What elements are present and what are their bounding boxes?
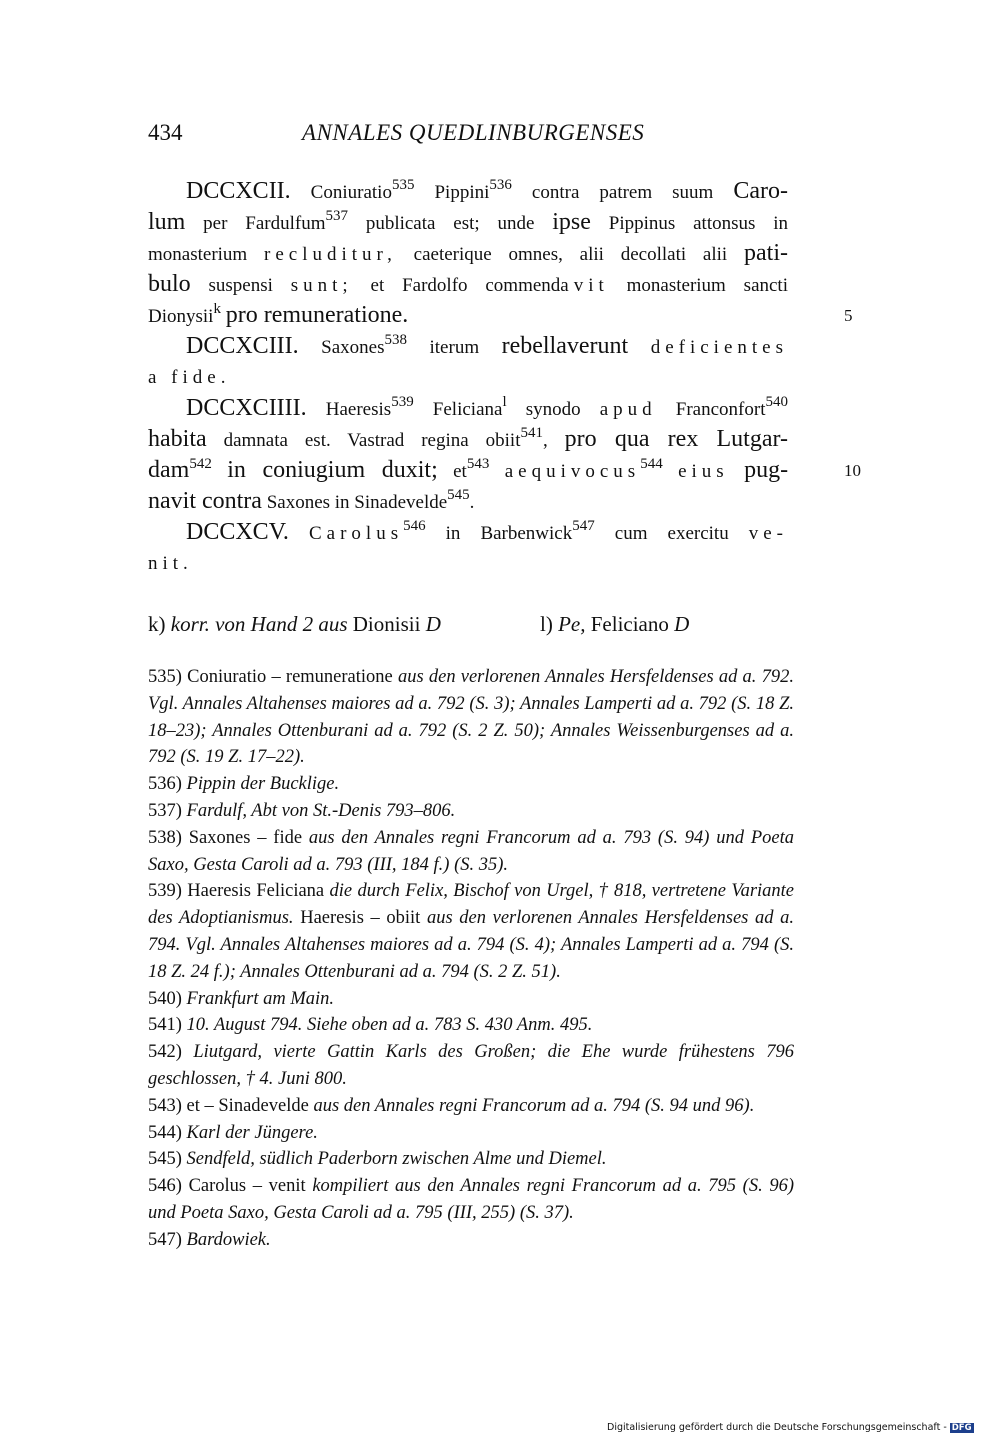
- footnote-546: 546) Carolus – venit kompiliert aus den Annales regni Francorum ad a. 795 (S. 96) und Poeta Saxo, Gesta Caroli ad a. 795 (III, 255) (S. 37).: [148, 1176, 794, 1223]
- footnote-540: 540) Frankfurt am Main.: [148, 988, 335, 1009]
- text-line: nit.: [148, 553, 193, 574]
- text-line: bulo suspensi sunt; et Fardolfo commendavit monasterium sancti: [148, 271, 788, 297]
- footnote-538: 538) Saxones – fide aus den Annales regni Francorum ad a. 793 (S. 94) und Poeta Saxo, Gesta Caroli ad a. 793 (III, 184 f.) (S. 35).: [148, 827, 794, 875]
- footnote-537: 537) Fardulf, Abt von St.-Denis 793–806.: [148, 800, 456, 821]
- text-line: DCCXCIIII. Haeresis$^{539}$ Feliciana$^l$ synodo apud Franconfort$^{540}$: [186, 394, 788, 421]
- footnote-536: 536) Pippin der Bucklige.: [148, 774, 340, 795]
- dfg-logo: DFG: [951, 1422, 972, 1433]
- text-line: a fide.: [148, 367, 231, 388]
- apparatus-note-k: k) korr. von Hand 2 aus Dionisii D: [148, 612, 441, 636]
- digitization-footer: [607, 1422, 974, 1433]
- critical-apparatus: [148, 612, 788, 642]
- footnote-541: 541) 10. August 794. Siehe oben ad a. 783 S. 430 Anm. 495.: [148, 1015, 593, 1036]
- footnotes: [148, 664, 794, 1254]
- text-line: Dionysii$^k$ pro remuneratione. 5: [148, 300, 788, 331]
- main-text: [148, 176, 861, 579]
- text-line: dam$^{542}$ in coniugium duxit; $et^{543}$ aequivocus$^{544}$ eius pug- 10: [148, 455, 788, 486]
- text-line: lum per Fardulfum$^{537}$ publicata est; unde ipse Pippinus attonsus in: [148, 208, 788, 235]
- apparatus-note-l: l) Pe, Feliciano D: [540, 612, 690, 636]
- page-number: 434: [148, 120, 183, 145]
- text-line: habita damnata est. Vastrad regina obiit$^{541}$, pro qua rex Lutgar-: [148, 425, 788, 452]
- footnote-542: 542) Liutgard, vierte Gattin Karls des Großen; die Ehe wurde frühestens 796 geschlossen, † 4. Juni 800.: [148, 1042, 794, 1089]
- footnote-539: 539) Haeresis Feliciana die durch Felix, Bischof von Urgel, † 818, vertretene Variante des Adoptianismus. Haeresis – obiit aus den verlorenen Annales Hersfeldenses ad a. 794. Vgl. Annales Altahenses maiores ad a. 794 (S. 4); Annales Lamperti ad a. 794 (S. 18 Z. 24 f.); Annales Ottenburani ad a. 794 (S. 2 Z. 51).: [148, 881, 795, 982]
- text-line: DCCXCIII. Saxones$^{538}$ iterum rebellaverunt deficientes: [186, 332, 788, 359]
- line-number: 5: [844, 306, 853, 325]
- running-title: ANNALES QUEDLINBURGENSES: [302, 120, 645, 145]
- text-line: DCCXCII. Coniuratio$^{535}$ Pippini$^{536}$ contra patrem suum Caro-: [186, 177, 788, 204]
- footnote-535: 535) Coniuratio – remuneratione aus den verlorenen Annales Hersfeldenses ad a. 792. Vgl. Annales Altahenses maiores ad a. 792 (S. 3); Annales Lamperti ad a. 792 (S. 18 Z. 18–23); Annales Ottenburani ad a. 792 (S. 2 Z. 50); Annales Weissenburgenses ad a. 792 (S. 19 Z. 17–22).: [148, 667, 795, 768]
- footnote-543: 543) et – Sinadevelde aus den Annales regni Francorum ad a. 794 (S. 94 und 96).: [148, 1095, 755, 1116]
- footnote-547: 547) Bardowiek.: [148, 1229, 271, 1250]
- line-number: 10: [844, 461, 861, 480]
- footer-text: Digitalisierung gefördert durch die Deutsche Forschungsgemeinschaft -: [607, 1422, 947, 1433]
- text-line: monasterium recluditur, caeterique omnes, alii decollati alii pati-: [148, 240, 788, 266]
- page-header: [148, 120, 788, 154]
- footnote-544: 544) Karl der Jüngere.: [148, 1122, 318, 1143]
- footnote-545: 545) Sendfeld, südlich Paderborn zwischen Alme und Diemel.: [148, 1149, 607, 1170]
- text-line: navit contra Saxones in Sinadevelde$^{545}$.: [148, 487, 475, 514]
- text-line: DCCXCV. Carolus$^{546}$ in Barbenwick$^{547}$ cum exercitu ve-: [186, 518, 789, 545]
